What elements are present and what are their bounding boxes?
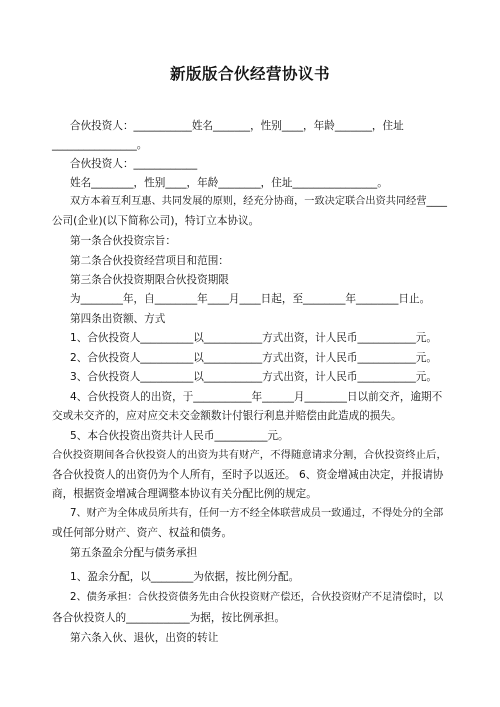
- text-line: 商，根据资金增减合理调整本协议有关分配比例的规定。: [52, 488, 317, 500]
- text-line: 姓名________，性别____，年龄________，住址________________。: [70, 177, 388, 189]
- text-line: 7、财产为全体成员所共有，任何一方不经全体联营成员一致通过，不得处分的全部: [70, 508, 444, 519]
- text-line: 1、合伙投资人__________以___________方式出资，计人民币___________元。: [70, 332, 437, 344]
- text-line: 2、债务承担：合伙投资债务先由合伙投资财产偿还，合伙投资财产不足清偿时，以: [70, 592, 444, 603]
- section-heading: 第一条合伙投资宗旨：: [70, 235, 176, 247]
- section-heading: 第三条合伙投资期限合伙投资期限: [70, 274, 229, 286]
- text-line: 合伙投资人：___________姓名_______，性别____，年龄_______，住址: [70, 120, 404, 132]
- text-line: 交或未交齐的，应对应交未交金额数计付银行利息并赔偿由此造成的损失。: [52, 410, 402, 422]
- text-line: 公司(企业)(以下简称公司)，特订立本协议。: [52, 215, 260, 227]
- text-line: ________________。: [52, 139, 148, 151]
- text-line: 各合伙投资人的出资仍为个人所有，至时予以返还。 6、资金增减由决定，并报请协: [52, 469, 444, 481]
- section-heading: 第二条合伙投资经营项目和范围：: [70, 255, 229, 267]
- text-line: 各合伙投资人的____________为据，按比例承担。: [52, 612, 286, 624]
- text-line: 2、合伙投资人__________以___________方式出资，计人民币___________元。: [70, 352, 437, 364]
- text-line: 合伙投资人：____________: [70, 158, 198, 170]
- text-line: 双方本着互利互惠、共同发展的原则，经充分协商，一致决定联合出资共同经营____: [70, 196, 447, 207]
- text-line: 为________年，自________年____月____日起，至________年________日止。: [70, 293, 431, 305]
- text-line: 或任何部分财产、资产、权益和债务。: [52, 527, 233, 539]
- section-heading: 第六条入伙、退伙，出资的转让: [70, 632, 219, 644]
- text-line: 合伙投资期间各合伙投资人的出资为共有财产，不得随意请求分割，合伙投资终止后，: [52, 449, 447, 461]
- text-line: 4、合伙投资人的出资，于___________年______月________日以前交齐，逾期不: [70, 391, 443, 403]
- document-title: 新版版合伙经营协议书: [169, 65, 330, 83]
- section-heading: 第五条盈余分配与债务承担: [70, 547, 198, 559]
- section-heading: 第四条出资额、方式: [70, 313, 166, 325]
- text-line: 3、合伙投资人__________以___________方式出资，计人民币___________元。: [70, 371, 437, 383]
- text-line: 5、本合伙投资出资共计人民币__________元。: [70, 430, 289, 442]
- text-line: 1、盈余分配，以________为依据，按比例分配。: [70, 571, 300, 583]
